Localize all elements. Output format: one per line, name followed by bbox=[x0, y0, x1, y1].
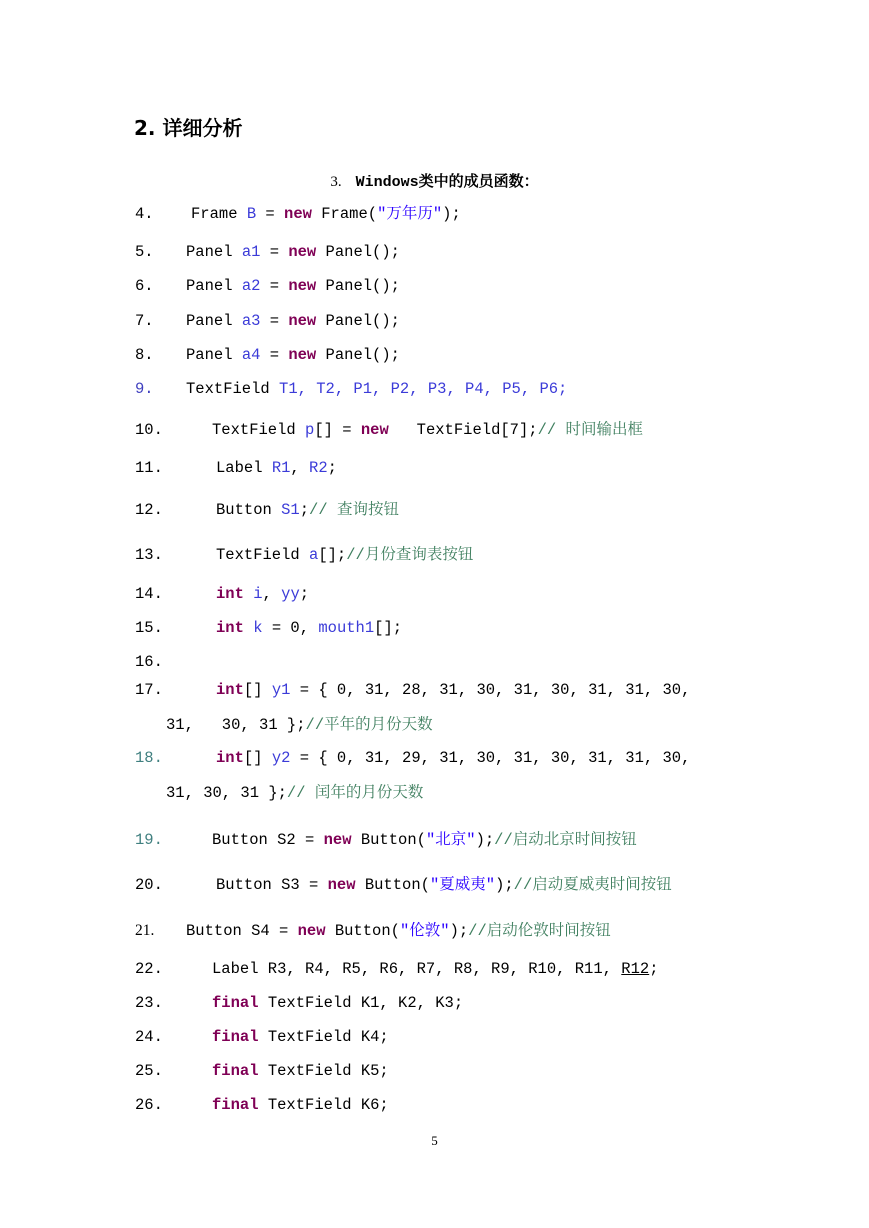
code-text: ; bbox=[327, 459, 337, 477]
code-line-15 bbox=[135, 618, 402, 638]
line-number: 9. bbox=[135, 380, 154, 398]
line-number: 10. bbox=[135, 421, 163, 439]
code-text: Panel bbox=[186, 312, 242, 330]
code-text: TextField K4; bbox=[258, 1028, 389, 1046]
code-keyword: new bbox=[288, 277, 317, 295]
code-comment: //启动伦敦时间按钮 bbox=[468, 922, 611, 940]
line-number: 20. bbox=[135, 876, 163, 894]
line-number: 13. bbox=[135, 546, 163, 564]
code-line-4 bbox=[135, 204, 461, 224]
line-number: 25. bbox=[135, 1062, 163, 1080]
code-text: TextField K5; bbox=[258, 1062, 389, 1080]
code-keyword: new bbox=[327, 876, 356, 894]
code-text: = { 0, 31, 29, 31, 30, 31, 30, 31, 31, 30, bbox=[290, 749, 691, 767]
code-line-23 bbox=[135, 993, 463, 1013]
code-line-16 bbox=[135, 652, 163, 672]
code-line-7 bbox=[135, 311, 400, 331]
code-text: Frame bbox=[191, 205, 247, 223]
code-variable: a bbox=[309, 546, 319, 564]
code-line-21 bbox=[135, 921, 611, 941]
subsection-number: 3. bbox=[330, 174, 342, 190]
code-text: [] bbox=[243, 681, 272, 699]
code-text: ; bbox=[649, 960, 659, 978]
code-text: Panel(); bbox=[316, 346, 400, 364]
code-variable: k bbox=[253, 619, 263, 637]
line-number: 5. bbox=[135, 243, 154, 261]
subsection-heading bbox=[0, 170, 869, 191]
code-keyword: int bbox=[216, 749, 244, 767]
code-underlined-text: R12 bbox=[621, 960, 650, 978]
code-text: Button S3 = bbox=[216, 876, 328, 894]
code-variable: B bbox=[246, 205, 257, 223]
code-variable: mouth1 bbox=[318, 619, 375, 637]
code-text: Panel(); bbox=[316, 312, 400, 330]
code-line-24 bbox=[135, 1027, 389, 1047]
code-text bbox=[244, 619, 253, 637]
code-text: [] = bbox=[314, 421, 361, 439]
code-text: Panel(); bbox=[316, 243, 400, 261]
code-text: TextField[7]; bbox=[388, 421, 538, 439]
line-number: 7. bbox=[135, 312, 154, 330]
code-line-11 bbox=[135, 458, 337, 478]
code-variable: a3 bbox=[241, 312, 261, 330]
code-variable: a1 bbox=[241, 243, 261, 261]
code-keyword: final bbox=[212, 994, 259, 1012]
code-variable: a2 bbox=[241, 277, 261, 295]
code-text: Button S2 = bbox=[212, 831, 324, 849]
code-text: Button( bbox=[351, 831, 426, 849]
code-text: Button bbox=[216, 501, 282, 519]
code-line-10 bbox=[135, 420, 643, 440]
code-text: = bbox=[260, 346, 289, 364]
code-text: Panel bbox=[186, 277, 242, 295]
code-text bbox=[244, 585, 253, 603]
code-text: 31, 30, 31 }; bbox=[166, 784, 287, 802]
code-comment: // 闰年的月份天数 bbox=[286, 784, 424, 802]
code-string: "北京" bbox=[425, 831, 476, 849]
code-comment: //启动夏威夷时间按钮 bbox=[513, 876, 672, 894]
code-line-8 bbox=[135, 345, 400, 365]
line-number: 23. bbox=[135, 994, 163, 1012]
code-variable: y2 bbox=[271, 749, 291, 767]
code-keyword: new bbox=[284, 205, 312, 223]
code-comment: //月份查询表按钮 bbox=[346, 546, 474, 564]
line-number: 16. bbox=[135, 653, 163, 671]
code-variable: a4 bbox=[241, 346, 261, 364]
code-variable: i bbox=[253, 585, 263, 603]
code-line-5 bbox=[135, 242, 400, 262]
code-text: TextField K1, K2, K3; bbox=[258, 994, 464, 1012]
code-text: = { 0, 31, 28, 31, 30, 31, 30, 31, 31, 30, bbox=[290, 681, 691, 699]
line-number: 8. bbox=[135, 346, 154, 364]
line-number: 14. bbox=[135, 585, 163, 603]
line-number: 15. bbox=[135, 619, 163, 637]
code-text: Panel(); bbox=[316, 277, 400, 295]
code-line-9 bbox=[135, 379, 567, 399]
code-line-17 bbox=[135, 680, 690, 700]
code-line-18-continuation bbox=[166, 783, 423, 803]
code-text: ); bbox=[449, 922, 469, 940]
line-number: 11. bbox=[135, 459, 163, 477]
code-text: []; bbox=[374, 619, 403, 637]
code-text: Frame( bbox=[311, 205, 378, 223]
code-variable: S1 bbox=[281, 501, 300, 519]
code-variable: R1 bbox=[271, 459, 291, 477]
code-text: [] bbox=[243, 749, 272, 767]
subsection-title: Windows类中的成员函数： bbox=[355, 174, 539, 191]
line-number: 26. bbox=[135, 1096, 163, 1114]
code-keyword: new bbox=[323, 831, 352, 849]
code-line-25 bbox=[135, 1061, 389, 1081]
code-text: TextField K6; bbox=[258, 1096, 389, 1114]
code-text: = 0, bbox=[262, 619, 319, 637]
code-line-14 bbox=[135, 584, 309, 604]
code-comment: // 查询按钮 bbox=[309, 501, 399, 519]
code-text: = bbox=[256, 205, 285, 223]
code-variable: R2 bbox=[309, 459, 328, 477]
code-text: Panel bbox=[186, 346, 242, 364]
code-keyword: int bbox=[216, 585, 244, 603]
code-line-22 bbox=[135, 959, 659, 979]
code-text: ; bbox=[299, 585, 310, 603]
code-text: ); bbox=[475, 831, 495, 849]
code-line-17-continuation bbox=[166, 715, 433, 735]
code-text: , bbox=[262, 585, 282, 603]
line-number: 22. bbox=[135, 960, 163, 978]
code-text: = bbox=[260, 243, 289, 261]
code-keyword: final bbox=[212, 1028, 259, 1046]
code-keyword: final bbox=[212, 1096, 259, 1114]
code-text: Button S4 = bbox=[186, 922, 298, 940]
code-line-18 bbox=[135, 748, 690, 768]
code-line-20 bbox=[135, 875, 672, 895]
code-keyword: new bbox=[297, 922, 326, 940]
page-number: 5 bbox=[431, 1133, 438, 1148]
line-number: 6. bbox=[135, 277, 154, 295]
code-text: ; bbox=[299, 501, 310, 519]
code-keyword: new bbox=[288, 346, 317, 364]
code-keyword: new bbox=[288, 243, 317, 261]
section-heading: 2. 详细分析 bbox=[134, 116, 243, 140]
code-line-19 bbox=[135, 830, 637, 850]
code-text: []; bbox=[318, 546, 347, 564]
code-keyword: final bbox=[212, 1062, 259, 1080]
line-number: 4. bbox=[135, 205, 154, 223]
code-comment: // 时间输出框 bbox=[537, 421, 643, 439]
line-number: 12. bbox=[135, 501, 163, 519]
line-number: 17. bbox=[135, 681, 163, 699]
code-text: , bbox=[290, 459, 310, 477]
code-keyword: int bbox=[216, 681, 244, 699]
code-line-13 bbox=[135, 545, 473, 565]
code-keyword: int bbox=[216, 619, 244, 637]
code-line-12 bbox=[135, 500, 399, 520]
line-number: 18. bbox=[135, 749, 163, 767]
code-string: "夏威夷" bbox=[429, 876, 496, 894]
code-string: "伦敦" bbox=[399, 922, 450, 940]
code-text: = bbox=[260, 312, 289, 330]
code-text: ); bbox=[442, 205, 461, 223]
code-line-6 bbox=[135, 276, 400, 296]
code-text: Button( bbox=[355, 876, 430, 894]
code-keyword: new bbox=[360, 421, 389, 439]
code-text: TextField bbox=[186, 380, 280, 398]
code-comment: //平年的月份天数 bbox=[305, 716, 433, 734]
line-number: 24. bbox=[135, 1028, 163, 1046]
code-variable: y1 bbox=[271, 681, 291, 699]
code-text: TextField bbox=[216, 546, 310, 564]
code-text: TextField bbox=[212, 421, 306, 439]
code-text: 31, 30, 31 }; bbox=[166, 716, 306, 734]
code-variable: T1, T2, P1, P2, P3, P4, P5, P6; bbox=[279, 380, 568, 398]
code-text: Label R3, R4, R5, R6, R7, R8, R9, R10, R11, bbox=[212, 960, 622, 978]
code-text: ); bbox=[495, 876, 514, 894]
code-text: = bbox=[260, 277, 289, 295]
code-keyword: new bbox=[288, 312, 317, 330]
code-text: Button( bbox=[325, 922, 400, 940]
code-string: "万年历" bbox=[377, 205, 443, 223]
code-variable: yy bbox=[281, 585, 300, 603]
line-number: 19. bbox=[135, 831, 163, 849]
code-comment: //启动北京时间按钮 bbox=[494, 831, 637, 849]
code-line-26 bbox=[135, 1095, 389, 1115]
code-text: Label bbox=[216, 459, 272, 477]
code-text: Panel bbox=[186, 243, 242, 261]
line-number: 21. bbox=[135, 922, 155, 939]
code-variable: p bbox=[305, 421, 315, 439]
